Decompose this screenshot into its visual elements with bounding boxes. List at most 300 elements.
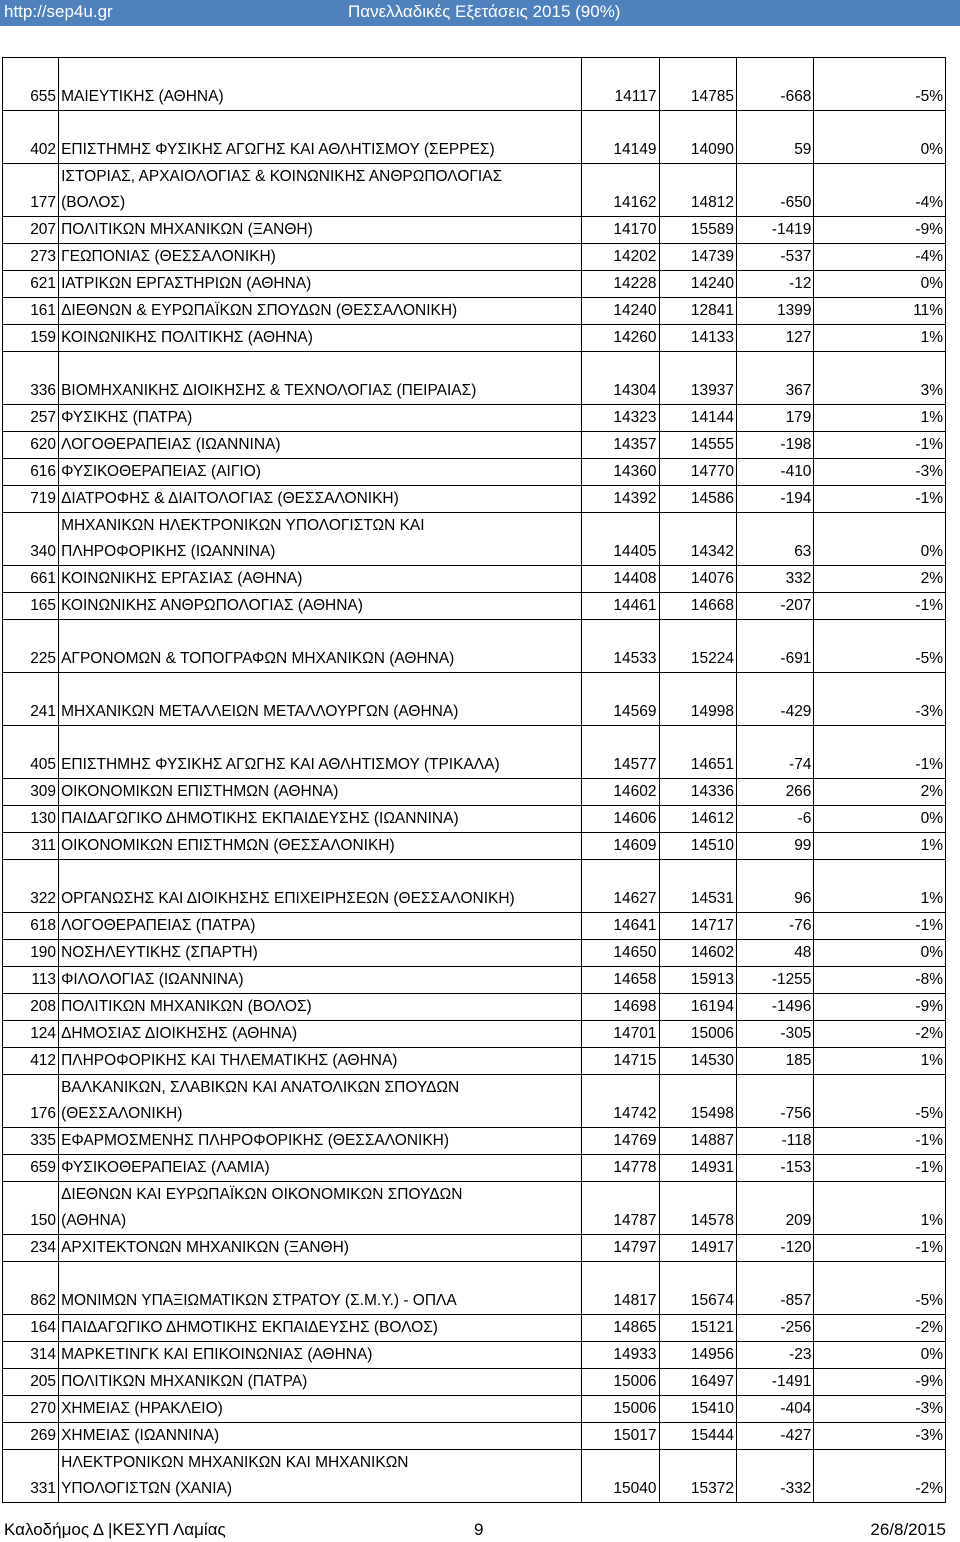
score-2015: 14323 (582, 405, 659, 432)
score-difference: 48 (736, 940, 813, 967)
score-difference: -305 (736, 1021, 813, 1048)
department-code: 862 (3, 1262, 59, 1315)
department-code: 405 (3, 726, 59, 779)
department-code: 314 (3, 1342, 59, 1369)
table-row (3, 513, 946, 566)
score-difference: -332 (736, 1450, 813, 1503)
score-difference: -1419 (736, 217, 813, 244)
score-2015: 14658 (582, 967, 659, 994)
table-row (3, 352, 946, 405)
department-name-line: (ΘΕΣΣΑΛΟΝΙΚΗ) (61, 1105, 183, 1122)
department-name (59, 593, 582, 620)
department-name-line: ΠΟΛΙΤΙΚΩΝ ΜΗΧΑΝΙΚΩΝ (ΒΟΛΟΣ) (61, 998, 312, 1015)
score-2015: 14533 (582, 620, 659, 673)
department-name (59, 1315, 582, 1342)
table-row (3, 271, 946, 298)
department-code: 340 (3, 513, 59, 566)
footer-author: Καλοδήμος Δ |ΚΕΣΥΠ Λαμίας (4, 1520, 226, 1539)
score-difference: -256 (736, 1315, 813, 1342)
score-difference: -427 (736, 1423, 813, 1450)
department-name-line: ΚΟΙΝΩΝΙΚΗΣ ΕΡΓΑΣΙΑΣ (ΑΘΗΝΑ) (61, 570, 303, 587)
department-code: 618 (3, 913, 59, 940)
percent-change: -9% (814, 217, 946, 244)
score-2014: 14917 (659, 1235, 736, 1262)
department-name (59, 459, 582, 486)
score-difference: 59 (736, 111, 813, 164)
score-2015: 14408 (582, 566, 659, 593)
score-2014: 15006 (659, 1021, 736, 1048)
score-2015: 14149 (582, 111, 659, 164)
score-difference: -118 (736, 1128, 813, 1155)
department-name (59, 1021, 582, 1048)
table-row (3, 673, 946, 726)
score-difference: -120 (736, 1235, 813, 1262)
department-name (59, 58, 582, 111)
percent-change: 3% (814, 352, 946, 405)
table-row (3, 459, 946, 486)
score-2014: 14651 (659, 726, 736, 779)
score-2014: 15372 (659, 1450, 736, 1503)
table-row (3, 620, 946, 673)
department-code: 190 (3, 940, 59, 967)
department-name (59, 513, 582, 566)
score-2014: 14931 (659, 1155, 736, 1182)
table-row (3, 833, 946, 860)
department-name-line: ΝΟΣΗΛΕΥΤΙΚΗΣ (ΣΠΑΡΤΗ) (61, 944, 258, 961)
results-table (2, 57, 946, 1503)
score-difference: -857 (736, 1262, 813, 1315)
percent-change: 1% (814, 405, 946, 432)
table-row (3, 566, 946, 593)
footer-page-number: 9 (474, 1520, 484, 1539)
percent-change: -1% (814, 432, 946, 459)
department-name (59, 271, 582, 298)
score-2014: 15498 (659, 1075, 736, 1128)
department-name-line: ΕΠΙΣΤΗΜΗΣ ΦΥΣΙΚΗΣ ΑΓΩΓΗΣ ΚΑΙ ΑΘΛΗΤΙΣΜΟΥ (ΣΕΡΡΕΣ) (61, 141, 495, 158)
score-2015: 14392 (582, 486, 659, 513)
department-name-line: (ΒΟΛΟΣ) (61, 194, 126, 211)
score-2014: 14342 (659, 513, 736, 566)
score-2014: 14555 (659, 432, 736, 459)
department-name-line: ΔΗΜΟΣΙΑΣ ΔΙΟΙΚΗΣΗΣ (ΑΘΗΝΑ) (61, 1025, 298, 1042)
department-code: 659 (3, 1155, 59, 1182)
department-name (59, 940, 582, 967)
percent-change: -9% (814, 1369, 946, 1396)
percent-change: -5% (814, 620, 946, 673)
department-name (59, 325, 582, 352)
score-2014: 12841 (659, 298, 736, 325)
percent-change: 11% (814, 298, 946, 325)
department-code: 176 (3, 1075, 59, 1128)
department-name (59, 244, 582, 271)
score-2015: 14260 (582, 325, 659, 352)
score-2014: 14612 (659, 806, 736, 833)
score-2014: 14812 (659, 164, 736, 217)
score-2015: 14865 (582, 1315, 659, 1342)
department-name-line: ΜΗΧΑΝΙΚΩΝ ΗΛΕΚΤΡΟΝΙΚΩΝ ΥΠΟΛΟΓΙΣΤΩΝ ΚΑΙ (61, 517, 425, 534)
percent-change: -4% (814, 164, 946, 217)
department-code: 124 (3, 1021, 59, 1048)
department-name-line: ΠΟΛΙΤΙΚΩΝ ΜΗΧΑΝΙΚΩΝ (ΞΑΝΘΗ) (61, 221, 313, 238)
percent-change: 0% (814, 806, 946, 833)
score-2014: 15913 (659, 967, 736, 994)
department-name (59, 860, 582, 913)
score-2014: 14510 (659, 833, 736, 860)
score-2015: 14405 (582, 513, 659, 566)
score-difference: -650 (736, 164, 813, 217)
score-2015: 14627 (582, 860, 659, 913)
percent-change: 0% (814, 111, 946, 164)
department-code: 234 (3, 1235, 59, 1262)
department-name (59, 1450, 582, 1503)
percent-change: 2% (814, 779, 946, 806)
score-2015: 14701 (582, 1021, 659, 1048)
department-name-line: (ΑΘΗΝΑ) (61, 1212, 127, 1229)
department-code: 150 (3, 1182, 59, 1235)
department-code: 661 (3, 566, 59, 593)
percent-change: 1% (814, 833, 946, 860)
score-difference: -537 (736, 244, 813, 271)
score-difference: -12 (736, 271, 813, 298)
score-difference: 63 (736, 513, 813, 566)
page-footer (0, 1519, 960, 1542)
percent-change: 2% (814, 566, 946, 593)
percent-change: -3% (814, 673, 946, 726)
score-2014: 15121 (659, 1315, 736, 1342)
score-difference: 1399 (736, 298, 813, 325)
table-row (3, 1128, 946, 1155)
department-name (59, 806, 582, 833)
score-difference: 209 (736, 1182, 813, 1235)
department-name-line: ΜΗΧΑΝΙΚΩΝ ΜΕΤΑΛΛΕΙΩΝ ΜΕΤΑΛΛΟΥΡΓΩΝ (ΑΘΗΝΑ) (61, 703, 459, 720)
header-site-url: http://sep4u.gr (4, 2, 113, 21)
page-header (0, 0, 960, 26)
table-row (3, 1075, 946, 1128)
percent-change: 0% (814, 271, 946, 298)
score-difference: -74 (736, 726, 813, 779)
department-code: 130 (3, 806, 59, 833)
table-row (3, 1235, 946, 1262)
department-name (59, 1048, 582, 1075)
department-name (59, 432, 582, 459)
score-difference: -429 (736, 673, 813, 726)
score-difference: -668 (736, 58, 813, 111)
department-code: 207 (3, 217, 59, 244)
table-row (3, 994, 946, 1021)
score-2015: 14228 (582, 271, 659, 298)
department-code: 205 (3, 1369, 59, 1396)
department-code: 335 (3, 1128, 59, 1155)
table-row (3, 593, 946, 620)
score-difference: -153 (736, 1155, 813, 1182)
table-row (3, 298, 946, 325)
percent-change: -1% (814, 1128, 946, 1155)
department-name-line: ΕΦΑΡΜΟΣΜΕΝΗΣ ΠΛΗΡΟΦΟΡΙΚΗΣ (ΘΕΣΣΑΛΟΝΙΚΗ) (61, 1132, 450, 1149)
department-name-line: ΟΙΚΟΝΟΜΙΚΩΝ ΕΠΙΣΤΗΜΩΝ (ΑΘΗΝΑ) (61, 783, 339, 800)
score-2015: 14787 (582, 1182, 659, 1235)
score-difference: -756 (736, 1075, 813, 1128)
department-name (59, 1155, 582, 1182)
department-name-line: ΜΑΙΕΥΤΙΚΗΣ (ΑΘΗΝΑ) (61, 88, 224, 105)
percent-change: -5% (814, 1262, 946, 1315)
department-name-line: ΛΟΓΟΘΕΡΑΠΕΙΑΣ (ΙΩΑΝΝΙΝΑ) (61, 436, 281, 453)
department-name-line: ΑΓΡΟΝΟΜΩΝ & ΤΟΠΟΓΡΑΦΩΝ ΜΗΧΑΝΙΚΩΝ (ΑΘΗΝΑ) (61, 650, 455, 667)
department-name-line: ΚΟΙΝΩΝΙΚΗΣ ΠΟΛΙΤΙΚΗΣ (ΑΘΗΝΑ) (61, 329, 313, 346)
department-code: 159 (3, 325, 59, 352)
score-2015: 14698 (582, 994, 659, 1021)
score-2014: 14578 (659, 1182, 736, 1235)
department-name-line: ΔΙΕΘΝΩΝ ΚΑΙ ΕΥΡΩΠΑΪΚΩΝ ΟΙΚΟΝΟΜΙΚΩΝ ΣΠΟΥΔΩΝ (61, 1186, 463, 1203)
score-difference: -410 (736, 459, 813, 486)
department-code: 269 (3, 1423, 59, 1450)
score-2015: 14240 (582, 298, 659, 325)
department-name (59, 1396, 582, 1423)
department-name-line: ΙΑΤΡΙΚΩΝ ΕΡΓΑΣΤΗΡΙΩΝ (ΑΘΗΝΑ) (61, 275, 312, 292)
score-2014: 14785 (659, 58, 736, 111)
department-name-line: ΟΡΓΑΝΩΣΗΣ ΚΑΙ ΔΙΟΙΚΗΣΗΣ ΕΠΙΧΕΙΡΗΣΕΩΝ (ΘΕΣΣΑΛΟΝΙΚΗ) (61, 890, 515, 907)
score-difference: -1255 (736, 967, 813, 994)
table-row (3, 486, 946, 513)
score-2015: 15040 (582, 1450, 659, 1503)
table-row (3, 1021, 946, 1048)
score-2015: 14797 (582, 1235, 659, 1262)
score-2015: 14641 (582, 913, 659, 940)
percent-change: -3% (814, 459, 946, 486)
department-name-line: ΜΟΝΙΜΩΝ ΥΠΑΞΙΩΜΑΤΙΚΩΝ ΣΤΡΑΤΟΥ (Σ.Μ.Υ.) - ΟΠΛΑ (61, 1292, 457, 1309)
results-table-body (3, 58, 946, 1503)
table-row (3, 1342, 946, 1369)
department-name (59, 405, 582, 432)
department-name (59, 1128, 582, 1155)
score-difference: -76 (736, 913, 813, 940)
table-row (3, 1182, 946, 1235)
score-2014: 14090 (659, 111, 736, 164)
score-difference: 266 (736, 779, 813, 806)
department-name-line: ΠΑΙΔΑΓΩΓΙΚΟ ΔΗΜΟΤΙΚΗΣ ΕΚΠΑΙΔΕΥΣΗΣ (ΒΟΛΟΣ) (61, 1319, 438, 1336)
department-name (59, 673, 582, 726)
table-row (3, 58, 946, 111)
department-name (59, 111, 582, 164)
score-2014: 14586 (659, 486, 736, 513)
score-difference: 99 (736, 833, 813, 860)
score-2014: 14531 (659, 860, 736, 913)
score-difference: 96 (736, 860, 813, 913)
department-name (59, 620, 582, 673)
score-2015: 15006 (582, 1396, 659, 1423)
department-code: 719 (3, 486, 59, 513)
table-row (3, 1048, 946, 1075)
score-2015: 15017 (582, 1423, 659, 1450)
score-difference: -1491 (736, 1369, 813, 1396)
score-2014: 15410 (659, 1396, 736, 1423)
score-2015: 15006 (582, 1369, 659, 1396)
table-row (3, 1315, 946, 1342)
department-name (59, 1075, 582, 1128)
score-difference: 127 (736, 325, 813, 352)
score-2014: 14998 (659, 673, 736, 726)
table-row (3, 432, 946, 459)
department-name-line: ΟΙΚΟΝΟΜΙΚΩΝ ΕΠΙΣΤΗΜΩΝ (ΘΕΣΣΑΛΟΝΙΚΗ) (61, 837, 395, 854)
department-name (59, 1342, 582, 1369)
score-difference: -404 (736, 1396, 813, 1423)
percent-change: -2% (814, 1450, 946, 1503)
department-name (59, 913, 582, 940)
score-2014: 14668 (659, 593, 736, 620)
percent-change: -1% (814, 593, 946, 620)
department-name (59, 779, 582, 806)
department-code: 273 (3, 244, 59, 271)
department-name-line: ΠΑΙΔΑΓΩΓΙΚΟ ΔΗΜΟΤΙΚΗΣ ΕΚΠΑΙΔΕΥΣΗΣ (ΙΩΑΝΝΙΝΑ) (61, 810, 459, 827)
score-2015: 14817 (582, 1262, 659, 1315)
department-name (59, 217, 582, 244)
score-difference: 332 (736, 566, 813, 593)
score-difference: 185 (736, 1048, 813, 1075)
department-code: 113 (3, 967, 59, 994)
department-name-line: ΦΥΣΙΚΗΣ (ΠΑΤΡΑ) (61, 409, 193, 426)
department-code: 331 (3, 1450, 59, 1503)
table-row (3, 726, 946, 779)
score-2014: 13937 (659, 352, 736, 405)
percent-change: -1% (814, 913, 946, 940)
percent-change: 1% (814, 860, 946, 913)
table-row (3, 111, 946, 164)
percent-change: -8% (814, 967, 946, 994)
department-name-line: ΕΠΙΣΤΗΜΗΣ ΦΥΣΙΚΗΣ ΑΓΩΓΗΣ ΚΑΙ ΑΘΛΗΤΙΣΜΟΥ (ΤΡΙΚΑΛΑ) (61, 756, 500, 773)
department-name-line: ΦΥΣΙΚΟΘΕΡΑΠΕΙΑΣ (ΑΙΓΙΟ) (61, 463, 261, 480)
table-row (3, 1450, 946, 1503)
score-2014: 16194 (659, 994, 736, 1021)
score-difference: -1496 (736, 994, 813, 1021)
score-2014: 14144 (659, 405, 736, 432)
department-name (59, 298, 582, 325)
department-name-line: ΜΑΡΚΕΤΙΝΓΚ ΚΑΙ ΕΠΙΚΟΙΝΩΝΙΑΣ (ΑΘΗΝΑ) (61, 1346, 373, 1363)
department-code: 621 (3, 271, 59, 298)
score-2015: 14304 (582, 352, 659, 405)
department-name-line: ΒΑΛΚΑΝΙΚΩΝ, ΣΛΑΒΙΚΩΝ ΚΑΙ ΑΝΑΤΟΛΙΚΩΝ ΣΠΟΥΔΩΝ (61, 1079, 460, 1096)
score-2015: 14742 (582, 1075, 659, 1128)
department-name (59, 1235, 582, 1262)
footer-date: 26/8/2015 (870, 1520, 946, 1539)
score-2014: 15589 (659, 217, 736, 244)
header-title: Πανελλαδικές Εξετάσεις 2015 (90%) (348, 2, 621, 21)
percent-change: -3% (814, 1396, 946, 1423)
table-row (3, 779, 946, 806)
percent-change: -5% (814, 1075, 946, 1128)
score-2015: 14933 (582, 1342, 659, 1369)
score-2014: 15674 (659, 1262, 736, 1315)
percent-change: 1% (814, 325, 946, 352)
table-row (3, 405, 946, 432)
department-name (59, 486, 582, 513)
percent-change: 0% (814, 1342, 946, 1369)
table-row (3, 164, 946, 217)
department-code: 257 (3, 405, 59, 432)
department-name-line: ΔΙΕΘΝΩΝ & ΕΥΡΩΠΑΪΚΩΝ ΣΠΟΥΔΩΝ (ΘΕΣΣΑΛΟΝΙΚΗ) (61, 302, 458, 319)
department-code: 241 (3, 673, 59, 726)
score-2015: 14577 (582, 726, 659, 779)
score-2015: 14715 (582, 1048, 659, 1075)
score-2014: 14770 (659, 459, 736, 486)
table-row (3, 1396, 946, 1423)
department-code: 164 (3, 1315, 59, 1342)
percent-change: -1% (814, 726, 946, 779)
department-name-line: ΔΙΑΤΡΟΦΗΣ & ΔΙΑΙΤΟΛΟΓΙΑΣ (ΘΕΣΣΑΛΟΝΙΚΗ) (61, 490, 399, 507)
score-2015: 14606 (582, 806, 659, 833)
department-name (59, 833, 582, 860)
percent-change: -5% (814, 58, 946, 111)
table-row (3, 325, 946, 352)
table-row (3, 217, 946, 244)
department-name-line: ΙΣΤΟΡΙΑΣ, ΑΡΧΑΙΟΛΟΓΙΑΣ & ΚΟΙΝΩΝΙΚΗΣ ΑΝΘΡΩΠΟΛΟΓΙΑΣ (61, 168, 503, 185)
score-2015: 14650 (582, 940, 659, 967)
score-2015: 14357 (582, 432, 659, 459)
table-row (3, 1155, 946, 1182)
department-code: 620 (3, 432, 59, 459)
score-2014: 15224 (659, 620, 736, 673)
department-code: 309 (3, 779, 59, 806)
department-code: 616 (3, 459, 59, 486)
table-row (3, 1262, 946, 1315)
department-code: 655 (3, 58, 59, 111)
score-difference: 367 (736, 352, 813, 405)
percent-change: -1% (814, 486, 946, 513)
table-row (3, 967, 946, 994)
percent-change: -3% (814, 1423, 946, 1450)
score-2015: 14461 (582, 593, 659, 620)
score-2014: 14717 (659, 913, 736, 940)
score-2014: 14530 (659, 1048, 736, 1075)
score-2015: 14569 (582, 673, 659, 726)
score-2014: 16497 (659, 1369, 736, 1396)
table-row (3, 860, 946, 913)
department-code: 322 (3, 860, 59, 913)
percent-change: 1% (814, 1048, 946, 1075)
score-2015: 14602 (582, 779, 659, 806)
table-row (3, 244, 946, 271)
score-2014: 14076 (659, 566, 736, 593)
score-2014: 14739 (659, 244, 736, 271)
score-2015: 14202 (582, 244, 659, 271)
percent-change: 1% (814, 1182, 946, 1235)
department-name-line: ΧΗΜΕΙΑΣ (ΗΡΑΚΛΕΙΟ) (61, 1400, 223, 1417)
table-row (3, 806, 946, 833)
score-difference: 179 (736, 405, 813, 432)
score-2014: 14240 (659, 271, 736, 298)
score-2014: 14336 (659, 779, 736, 806)
department-name-line: ΠΛΗΡΟΦΟΡΙΚΗΣ ΚΑΙ ΤΗΛΕΜΑΤΙΚΗΣ (ΑΘΗΝΑ) (61, 1052, 398, 1069)
score-2014: 15444 (659, 1423, 736, 1450)
department-name (59, 967, 582, 994)
department-code: 402 (3, 111, 59, 164)
score-difference: -6 (736, 806, 813, 833)
table-row (3, 940, 946, 967)
department-code: 336 (3, 352, 59, 405)
score-2015: 14778 (582, 1155, 659, 1182)
department-name-line: ΦΙΛΟΛΟΓΙΑΣ (ΙΩΑΝΝΙΝΑ) (61, 971, 244, 988)
score-difference: -23 (736, 1342, 813, 1369)
table-row (3, 913, 946, 940)
table-row (3, 1423, 946, 1450)
percent-change: -4% (814, 244, 946, 271)
department-code: 208 (3, 994, 59, 1021)
score-2014: 14956 (659, 1342, 736, 1369)
table-row (3, 1369, 946, 1396)
department-name-line: ΓΕΩΠΟΝΙΑΣ (ΘΕΣΣΑΛΟΝΙΚΗ) (61, 248, 276, 265)
department-code: 270 (3, 1396, 59, 1423)
department-name-line: ΠΛΗΡΟΦΟΡΙΚΗΣ (ΙΩΑΝΝΙΝΑ) (61, 543, 276, 560)
department-code: 311 (3, 833, 59, 860)
percent-change: -9% (814, 994, 946, 1021)
